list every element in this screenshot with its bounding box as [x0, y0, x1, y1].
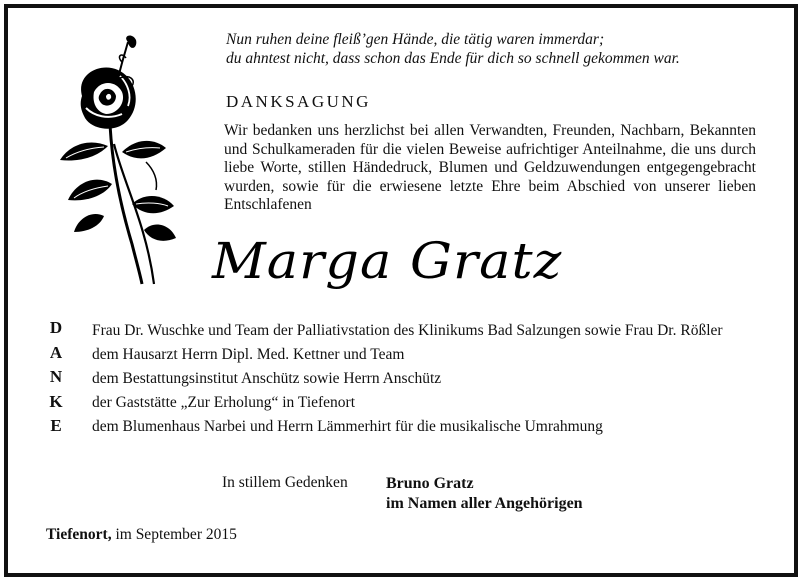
- closing-name: Bruno Gratz: [386, 475, 474, 492]
- quote-line-1: Nun ruhen deine fleiß’gen Hände, die tätig waren immerdar;: [226, 31, 605, 48]
- date: im September 2015: [115, 526, 237, 543]
- heading-danksagung: DANKSAGUNG: [226, 92, 371, 111]
- memorial-quote: [226, 30, 766, 68]
- danke-letter: N: [49, 367, 63, 386]
- thanks-item: dem Hausarzt Herrn Dipl. Med. Kettner und Team: [92, 346, 405, 363]
- danke-letter: E: [50, 416, 62, 435]
- closing-subline: im Namen aller Angehörigen: [386, 495, 583, 512]
- deceased-name: Marga Gratz: [212, 232, 563, 290]
- thanks-item: der Gaststätte „Zur Erholung“ in Tiefenort: [92, 394, 356, 411]
- place: Tiefenort,: [46, 526, 112, 543]
- thanks-item: dem Blumenhaus Narbei und Herrn Lämmerhirt für die musikalische Umrahmung: [92, 418, 603, 435]
- danke-vertical: [44, 316, 68, 439]
- thanks-paragraph: Wir bedanken uns herzlichst bei allen Verwandten, Freunden, Nachbarn, Bekannten und Schulkameraden für die vielen Beweise aufrichtiger Anteilnahme, die uns durch liebe Worte, stillen Händedruck, Blumen und Geldzuwendungen entgegengebracht wurden, sowie für die erwiesene letzte Ehre beim Abschied von unserer lieben Entschlafenen: [224, 122, 756, 213]
- rose-illustration: [50, 34, 180, 286]
- place-date: [46, 526, 237, 544]
- thanks-list: [92, 322, 756, 442]
- danke-letter: K: [49, 391, 63, 411]
- thanks-item: dem Bestattungsinstitut Anschütz sowie Herrn Anschütz: [92, 370, 442, 387]
- thanks-item: Frau Dr. Wuschke und Team der Palliativstation des Klinikums Bad Salzungen sowie Frau Dr. Rößler: [92, 322, 723, 339]
- danke-letter: D: [49, 318, 63, 337]
- closing-label: In stillem Gedenken: [222, 474, 348, 491]
- danke-letter: A: [49, 342, 63, 362]
- quote-line-2: du ahntest nicht, dass schon das Ende für dich so schnell gekommen war.: [226, 50, 680, 67]
